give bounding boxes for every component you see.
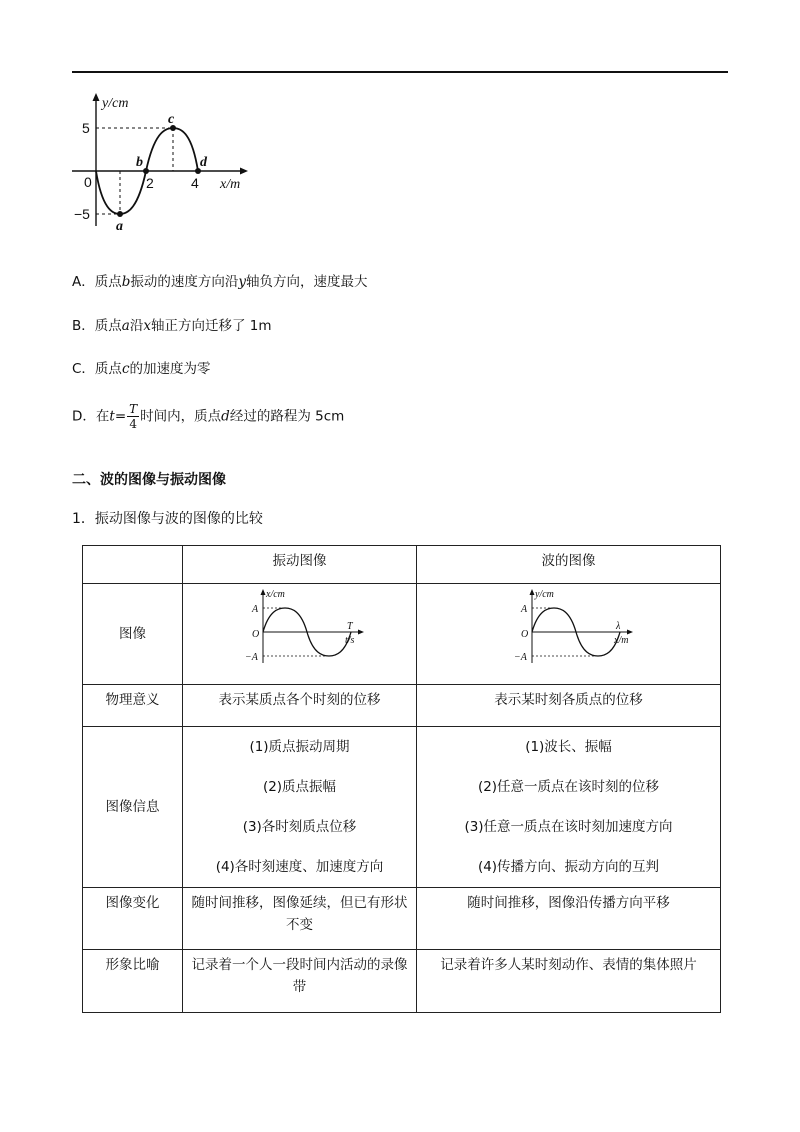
row-label-meaning: 物理意义 <box>83 685 183 727</box>
point-d-label: d <box>200 155 207 170</box>
vib-amp: A <box>251 604 258 615</box>
option-d-fraction <box>127 402 139 431</box>
wave-x-label: x/m <box>613 635 628 646</box>
option-c <box>72 357 211 377</box>
info-wave-3: (3)任意一质点在该时刻加速度方向 <box>464 819 673 835</box>
point-c-label: c <box>168 112 175 127</box>
wave-origin: O <box>520 629 528 640</box>
cell-meaning-vib: 表示某质点各个时刻的位移 <box>183 685 417 727</box>
table-row-meaning <box>83 685 721 727</box>
option-a-suffix: 轴负方向，速度最大 <box>246 274 368 290</box>
vib-period: T <box>346 621 353 632</box>
vib-y-label: x/cm <box>265 589 285 600</box>
x-axis-label: x/m <box>220 177 241 192</box>
option-b <box>72 314 271 334</box>
info-vib-2: (2)质点振幅 <box>262 779 337 795</box>
row-label-analogy: 形象比喻 <box>83 950 183 1013</box>
info-wave-4: (4)传播方向、振动方向的互判 <box>477 859 660 875</box>
header-wave: 波的图像 <box>417 546 721 584</box>
option-b-var2: x <box>143 318 151 334</box>
option-a-var2: y <box>238 274 247 290</box>
vibration-graph <box>235 587 365 665</box>
vib-origin: O <box>251 629 259 640</box>
row-label-change: 图像变化 <box>83 888 183 950</box>
option-d-prefix: D．在 <box>72 408 110 425</box>
cell-analogy-wave: 记录着许多人某时刻动作、表情的集体照片 <box>417 950 721 1013</box>
wave-graph <box>504 587 634 665</box>
option-d-mid: 时间内，质点 <box>140 408 222 425</box>
cell-wave-graph <box>417 584 721 685</box>
cell-vib-graph <box>183 584 417 685</box>
option-b-prefix: B．质点 <box>72 318 122 334</box>
cell-info-vib <box>183 727 417 888</box>
cell-change-vib: 随时间推移，图像延续，但已有形状不变 <box>183 888 417 950</box>
table-row-info <box>83 727 721 888</box>
option-d <box>72 402 344 431</box>
option-a-mid: 振动的速度方向沿 <box>130 274 239 290</box>
comparison-table <box>82 545 721 1013</box>
option-d-suffix: 经过的路程为 5cm <box>229 408 345 425</box>
table-row-graph <box>83 584 721 685</box>
option-b-suffix: 轴正方向迁移了 1m <box>150 318 272 334</box>
table-row-change <box>83 888 721 950</box>
wave-neg-amp: −A <box>513 652 527 663</box>
wave-amp: A <box>520 604 527 615</box>
info-vib-4: (4)各时刻速度、加速度方向 <box>215 859 384 875</box>
info-wave-2: (2)任意一质点在该时刻的位移 <box>477 779 660 795</box>
option-b-mid: 沿 <box>129 318 144 334</box>
option-a-prefix: A．质点 <box>72 274 122 290</box>
cell-analogy-vib: 记录着一个人一段时间内活动的录像带 <box>183 950 417 1013</box>
row-label-info: 图像信息 <box>83 727 183 888</box>
table-row-analogy <box>83 950 721 1013</box>
origin-label: 0 <box>84 174 92 190</box>
option-d-t: t <box>109 408 115 425</box>
option-c-suffix: 的加速度为零 <box>129 361 211 377</box>
row-label-graph: 图像 <box>83 584 183 685</box>
option-d-var: d <box>221 408 230 425</box>
header-empty <box>83 546 183 584</box>
wave-wavelength: λ <box>615 621 620 632</box>
fraction-numerator: T <box>129 402 138 416</box>
fraction-denominator: 4 <box>129 417 137 431</box>
x-axis-arrow <box>240 168 248 175</box>
wave-y-label: y/cm <box>534 589 554 600</box>
info-vib-3: (3)各时刻质点位移 <box>242 819 357 835</box>
option-a <box>72 270 368 290</box>
table-header-row <box>83 546 721 584</box>
cell-info-wave <box>417 727 721 888</box>
tick-2: 2 <box>146 175 154 191</box>
y-axis-arrow <box>93 93 100 101</box>
point-a-dot <box>117 211 123 217</box>
option-a-var: b <box>121 274 131 290</box>
section-heading: 二、波的图像与振动图像 <box>72 472 226 488</box>
vib-x-label: t/s <box>344 635 354 646</box>
point-b-label: b <box>136 155 143 170</box>
cell-change-wave: 随时间推移，图像沿传播方向平移 <box>417 888 721 950</box>
top-rule <box>72 71 728 73</box>
option-c-prefix: C．质点 <box>72 361 122 377</box>
wave-figure <box>70 90 260 235</box>
y-axis-label: y/cm <box>102 96 129 111</box>
subheading: 1．振动图像与波的图像的比较 <box>72 511 263 527</box>
vib-neg-amp: −A <box>244 652 258 663</box>
header-vibration: 振动图像 <box>183 546 417 584</box>
tick-5: 5 <box>82 120 90 136</box>
info-vib-1: (1)质点振动周期 <box>249 739 350 755</box>
cell-meaning-wave: 表示某时刻各质点的位移 <box>417 685 721 727</box>
option-b-var: a <box>121 318 130 334</box>
option-d-eq: = <box>114 408 127 425</box>
option-c-var: c <box>121 361 130 377</box>
point-b-dot <box>143 168 149 174</box>
point-a-label: a <box>116 219 123 234</box>
info-wave-1: (1)波长、振幅 <box>525 739 612 755</box>
tick-neg5: −5 <box>74 206 90 222</box>
tick-4: 4 <box>191 175 199 191</box>
